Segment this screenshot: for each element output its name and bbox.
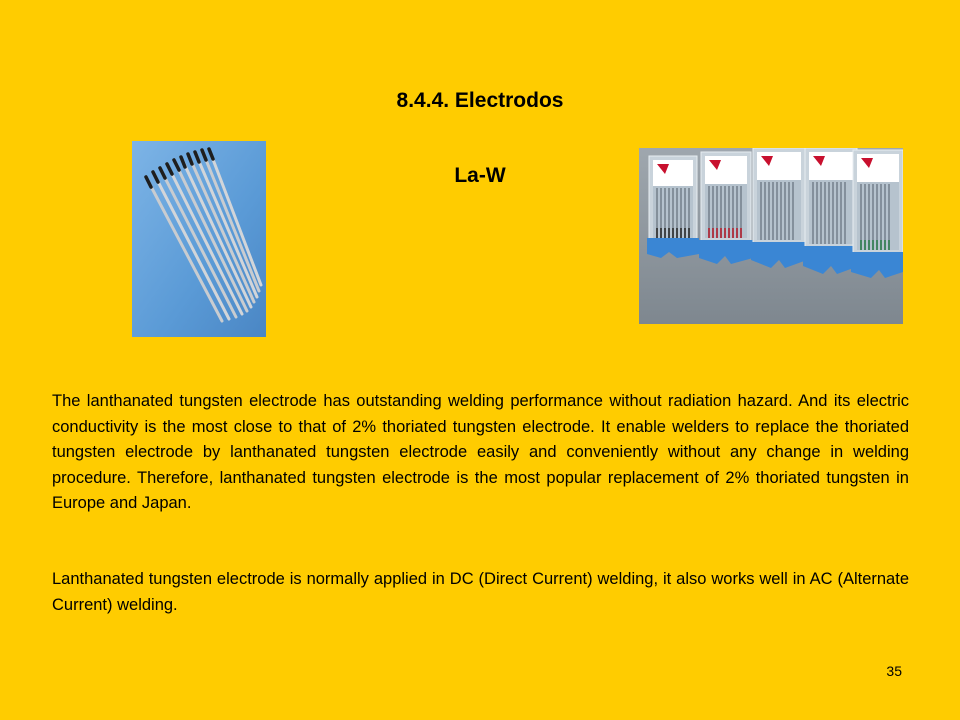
page-number: 35 [886, 663, 902, 679]
body-paragraph-1: The lanthanated tungsten electrode has outstanding welding performance without radiation hazard. And its electric conductivity is the most close to that of 2% thoriated tungsten electrode. It enable welders to replace the thoriated tungsten electrode by lanthanated tungsten electrode easily and conveniently without any change in welding procedure. Therefore, lanthanated tungsten electrode is the most popular replacement of 2% thoriated tungsten in Europe and Japan. [52, 392, 909, 513]
body-paragraph-2: Lanthanated tungsten electrode is normally applied in DC (Direct Current) welding, it also works well in AC (Alternate Current) welding. [52, 570, 909, 614]
electrode-rods-photo [132, 141, 266, 337]
electrode-packages-photo [639, 148, 903, 324]
slide-subtitle: La-W [454, 164, 506, 187]
slide-title: 8.4.4. Electrodos [396, 89, 564, 112]
